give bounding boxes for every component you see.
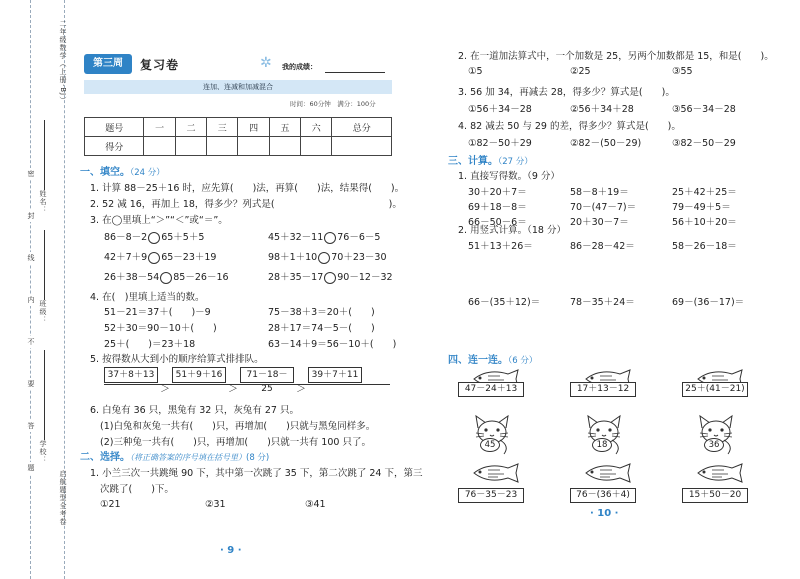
section-1-heading (80, 163, 165, 178)
fill-expression: 63－14＋9＝56－10＋( ) (268, 339, 397, 350)
school-field (44, 350, 45, 440)
compare-circle[interactable] (324, 272, 336, 284)
section-title: 四、连一连。 (448, 355, 508, 366)
expression: 90－12－32 (337, 272, 393, 283)
mc-option: ③56－34－28 (672, 104, 736, 115)
compare-pair (268, 249, 387, 264)
expression: 42＋7＋9 (104, 252, 148, 263)
binding-series-name: 启航题型全考卷 (59, 470, 67, 526)
cut-line-char: 题 (27, 464, 35, 472)
expression: 85－26－16 (173, 272, 229, 283)
class-label: 班级： (39, 300, 47, 324)
question-6a: (1)白兔和灰兔一共有( )只，再增加( )只就与黑兔同样多。 (100, 421, 376, 432)
score-table (84, 117, 392, 156)
binding-book-title: 二年级数学（上册·BJ） (59, 20, 67, 105)
mc-question-4: 4. 82 减去 50 与 29 的差，得多少？算式是( )。 (458, 121, 681, 132)
section-title: 三、计算。 (448, 156, 498, 167)
calc-question-1: 1. 直接写得数。（9 分） (458, 171, 560, 182)
compare-circle[interactable] (148, 232, 160, 244)
page-title: 复习卷 (140, 58, 180, 72)
section-points: （6 分） (508, 356, 538, 366)
section-points: （27 分） (498, 157, 533, 167)
score-cell[interactable] (238, 137, 269, 156)
mc-question-2: 2. 在一道加法算式中，一个加数是 25，另两个加数都是 15，和是( )。 (458, 51, 774, 62)
cut-line-char: 线 (27, 254, 35, 262)
star-icon: ✲ (260, 55, 272, 71)
oral-calc-item: 20＋30－7＝ (570, 217, 629, 228)
expression: 86－8－2 (104, 232, 148, 243)
question-1: 1. 计算 88－25＋16 时，应先算( )法，再算( )法，结果得( )。 (90, 183, 405, 194)
fish-expression: 15＋50－20 (682, 488, 748, 503)
expression: 98＋1＋10 (268, 252, 318, 263)
table-row-label: 得分 (85, 137, 144, 156)
fill-expression: 25＋( )＝23＋18 (104, 339, 196, 350)
cat-number: 45 (480, 438, 500, 452)
cut-line-char: 密 (27, 170, 35, 178)
oral-calc-item: 56＋10＋20＝ (672, 217, 737, 228)
table-header-cell: 四 (238, 118, 269, 137)
section-note: （将正确答案的序号填在括号里） (130, 453, 246, 462)
section-title: 一、填空。 (80, 167, 130, 178)
fish-icon (578, 462, 642, 488)
page-number: · 10 · (590, 508, 619, 519)
table-header-cell: 一 (144, 118, 175, 137)
question-6: 6. 白兔有 36 只，黑兔有 32 只，灰兔有 27 只。 (90, 405, 299, 416)
oral-calc-item: 66－50－6＝ (468, 217, 527, 228)
table-header-cell: 五 (269, 118, 300, 137)
score-cell[interactable] (269, 137, 300, 156)
expression: 76－6－5 (337, 232, 381, 243)
topic-banner: 连加、连减和加减混合 (84, 80, 392, 94)
vertical-calc-item: 69－(36－17)＝ (672, 297, 745, 308)
score-cell[interactable] (207, 137, 238, 156)
vertical-calc-item: 86－28－42＝ (570, 241, 635, 252)
table-header-cell: 三 (207, 118, 238, 137)
mc-question-1: 1. 小兰三次一共跳绳 90 下，其中第一次跳了 35 下，第二次跳了 24 下，第三 (90, 468, 423, 479)
order-line[interactable] (104, 384, 390, 385)
section-points: (8 分) (246, 453, 270, 463)
vertical-calc-item: 66－(35＋12)＝ (468, 297, 541, 308)
oral-calc-item: 58－8＋19＝ (570, 187, 629, 198)
cut-line-char: 答 (27, 422, 35, 430)
score-field[interactable] (325, 72, 385, 73)
question-4: 4. 在( )里填上适当的数。 (90, 292, 205, 303)
fish-expression: 76－35－23 (458, 488, 524, 503)
expression: 65＋5＋5 (161, 232, 205, 243)
expression: 45＋32－11 (268, 232, 324, 243)
name-field (44, 120, 45, 190)
compare-circle[interactable] (148, 252, 160, 264)
compare-circle[interactable] (160, 272, 172, 284)
oral-calc-item: 69＋18－8＝ (468, 202, 527, 213)
mc-question-3: 3. 56 加 34，再减去 28，得多少？算式是( )。 (458, 87, 675, 98)
table-row (85, 118, 392, 137)
expression-box: 51＋9＋16 (172, 367, 226, 383)
score-label: 我的成绩： (282, 63, 317, 71)
question-3: 3. 在◯里填上“＞”“＜”或“＝”。 (90, 215, 228, 226)
vertical-calc-item: 78－35＋24＝ (570, 297, 635, 308)
fish-expression: 47－24＋13 (458, 382, 524, 397)
vertical-calc-item: 51＋13＋26＝ (468, 241, 533, 252)
fish-icon (690, 462, 754, 488)
greater-than-sign: ＞ (296, 384, 306, 395)
cut-line-char: 要 (27, 380, 35, 388)
compare-pair (268, 269, 393, 284)
compare-pair (104, 269, 229, 284)
expression: 26＋38－54 (104, 272, 160, 283)
vertical-calc-item: 58－26－18＝ (672, 241, 737, 252)
section-3-heading (448, 152, 533, 167)
oral-calc-item: 30＋20＋7＝ (468, 187, 527, 198)
mc-option: ①56＋34－28 (468, 104, 532, 115)
cat-number: 36 (704, 438, 724, 452)
expression: 70＋23－30 (331, 252, 387, 263)
mc-option: ③82－50－29 (672, 138, 736, 149)
compare-circle[interactable] (318, 252, 330, 264)
oral-calc-item: 70－(47－7)＝ (570, 202, 637, 213)
mc-option: ③41 (305, 499, 326, 510)
mc-option: ③55 (672, 66, 693, 77)
mc-option: ①5 (468, 66, 483, 77)
fish-icon (466, 462, 530, 488)
right-page (400, 0, 800, 579)
compare-pair (268, 229, 380, 244)
score-cell[interactable] (301, 137, 332, 156)
compare-pair (104, 249, 216, 264)
compare-pair (104, 229, 204, 244)
fill-expression: 28＋17＝74－5－( ) (268, 323, 375, 334)
compare-circle[interactable] (324, 232, 336, 244)
dashed-line (30, 0, 31, 579)
school-label: 学校： (39, 440, 47, 464)
greater-than-sign: ＞ (160, 384, 170, 395)
expression-box: 71－18－25 (240, 367, 294, 383)
mc-option: ②31 (205, 499, 226, 510)
question-5: 5. 按得数从大到小的顺序给算式排排队。 (90, 354, 264, 365)
page-number: · 9 · (220, 545, 242, 556)
fish-expression: 17＋13－12 (570, 382, 636, 397)
score-cell[interactable] (332, 137, 392, 156)
greater-than-sign: ＞ (228, 384, 238, 395)
table-header-cell: 总分 (332, 118, 392, 137)
time-info: 时间：60分钟 满分：100分 (290, 100, 376, 108)
table-header-cell: 题号 (85, 118, 144, 137)
mc-option: ②82－(50－29) (570, 138, 642, 149)
fish-expression: 25＋(41－21) (682, 382, 748, 397)
section-2-heading (80, 448, 269, 463)
table-header-cell: 六 (301, 118, 332, 137)
cat-number: 18 (592, 438, 612, 452)
mc-option: ①21 (100, 499, 121, 510)
mc-option: ②56＋34＋28 (570, 104, 634, 115)
fish-expression: 76－(36＋4) (570, 488, 636, 503)
calc-question-2: 2. 用竖式计算。（18 分） (458, 225, 566, 236)
score-cell[interactable] (175, 137, 206, 156)
expression-box: 39＋7＋11 (308, 367, 362, 383)
mc-option: ②25 (570, 66, 591, 77)
expression: 65－23＋19 (161, 252, 217, 263)
section-title: 二、选择。 (80, 452, 130, 463)
fill-expression: 51－21＝37＋( )－9 (104, 307, 211, 318)
question-2: 2. 52 减 16，再加上 18，得多少？列式是( )。 (90, 199, 402, 210)
week-badge: 第三周 (84, 54, 132, 74)
section-4-heading (448, 351, 537, 366)
cut-line-char: 内 (27, 296, 35, 304)
cut-line-char: 不 (27, 338, 35, 346)
score-cell[interactable] (144, 137, 175, 156)
section-points: （24 分） (130, 168, 165, 178)
expression: 28＋35－17 (268, 272, 324, 283)
name-label: 姓名： (39, 190, 47, 214)
fill-expression: 52＋30＝90－10＋( ) (104, 323, 217, 334)
fill-expression: 75－38＋3＝20＋( ) (268, 307, 375, 318)
table-row (85, 137, 392, 156)
oral-calc-item: 79－49＋5＝ (672, 202, 731, 213)
mc-option: ①82－50＋29 (468, 138, 532, 149)
cut-line-char: 封 (27, 212, 35, 220)
expression-box: 37＋8＋13 (104, 367, 158, 383)
class-field (44, 230, 45, 300)
table-header-cell: 二 (175, 118, 206, 137)
oral-calc-item: 25＋42＋25＝ (672, 187, 737, 198)
question-6b: (2)三种兔一共有( )只，再增加( )只就一共有 100 只了。 (100, 437, 371, 448)
binding-margin (0, 0, 76, 579)
mc-question-1-cont: 次跳了( )下。 (100, 484, 174, 495)
